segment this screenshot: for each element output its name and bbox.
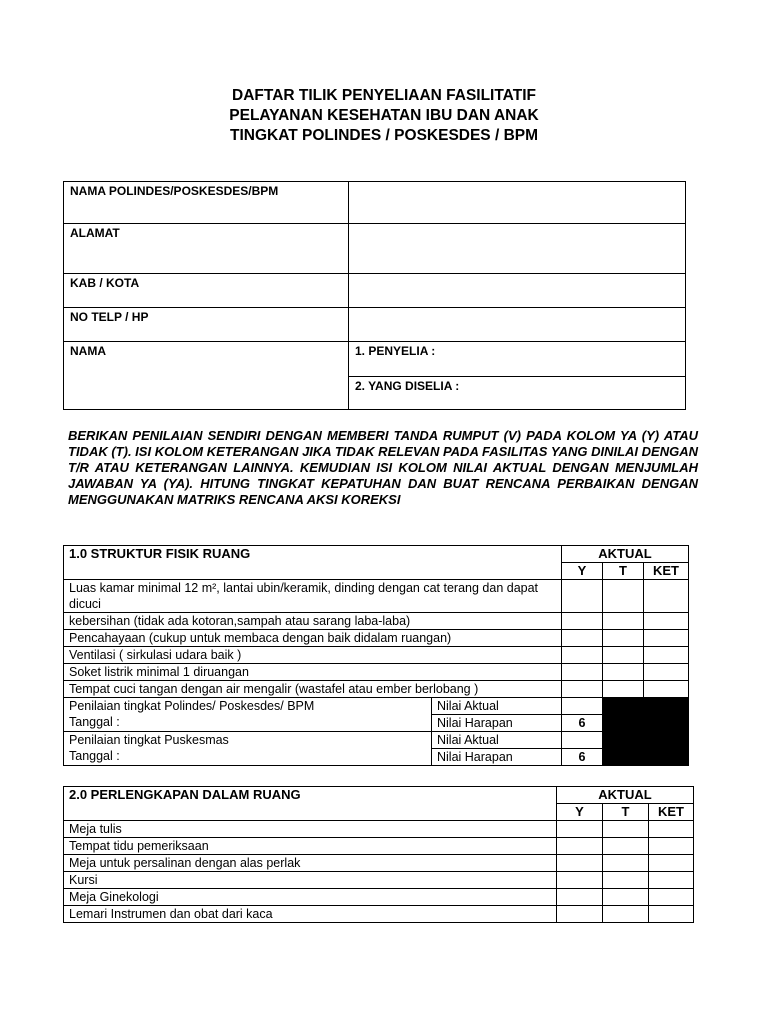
- col-ket-header: KET: [644, 563, 689, 580]
- check-y[interactable]: [557, 889, 603, 906]
- check-t[interactable]: [603, 821, 649, 838]
- nilai-harapan-label: Nilai Harapan: [432, 749, 562, 766]
- keterangan-cell[interactable]: [649, 855, 694, 872]
- keterangan-cell[interactable]: [649, 906, 694, 923]
- check-y[interactable]: [557, 872, 603, 889]
- check-y[interactable]: [562, 647, 603, 664]
- label-nama: NAMA: [64, 342, 349, 410]
- checklist-item: Tempat cuci tangan dengan air mengalir (wastafel atau ember berlobang ): [64, 681, 562, 698]
- section-1-title: 1.0 STRUKTUR FISIK RUANG: [64, 546, 562, 580]
- check-y[interactable]: [562, 664, 603, 681]
- check-y[interactable]: [562, 630, 603, 647]
- check-t[interactable]: [603, 906, 649, 923]
- section-2-title: 2.0 PERLENGKAPAN DALAM RUANG: [64, 787, 557, 821]
- check-y[interactable]: [557, 821, 603, 838]
- penilaian-puskesmas: [64, 732, 432, 766]
- label-no-telp: NO TELP / HP: [64, 308, 349, 342]
- check-t[interactable]: [603, 872, 649, 889]
- keterangan-cell[interactable]: [644, 664, 689, 681]
- field-kab-kota[interactable]: [349, 274, 686, 308]
- document-title: [0, 86, 768, 146]
- section-1-table: [63, 545, 689, 766]
- check-t[interactable]: [603, 838, 649, 855]
- col-t-header: T: [603, 563, 644, 580]
- col-t-header: T: [603, 804, 649, 821]
- checklist-item: Meja tulis: [64, 821, 557, 838]
- field-nama-fasilitas[interactable]: [349, 182, 686, 224]
- checklist-item: kebersihan (tidak ada kotoran,sampah atau sarang laba-laba): [64, 613, 562, 630]
- title-line-3: TINGKAT POLINDES / POSKESDES / BPM: [229, 127, 539, 144]
- check-t[interactable]: [603, 855, 649, 872]
- blocked-cell: [603, 698, 689, 732]
- checklist-item: Kursi: [64, 872, 557, 889]
- check-t[interactable]: [603, 664, 644, 681]
- field-no-telp[interactable]: [349, 308, 686, 342]
- check-y[interactable]: [557, 906, 603, 923]
- nilai-aktual-label: Nilai Aktual: [432, 732, 562, 749]
- check-y[interactable]: [557, 855, 603, 872]
- keterangan-cell[interactable]: [649, 838, 694, 855]
- field-yang-diselia[interactable]: 2. YANG DISELIA :: [349, 377, 686, 410]
- blocked-cell: [603, 732, 689, 766]
- label-alamat: ALAMAT: [64, 224, 349, 274]
- title-line-1: DAFTAR TILIK PENYELIAAN FASILITATIF: [232, 87, 536, 104]
- keterangan-cell[interactable]: [649, 821, 694, 838]
- col-ket-header: KET: [649, 804, 694, 821]
- tanggal-polindes: Tanggal :: [69, 715, 120, 729]
- checklist-item: Luas kamar minimal 12 m², lantai ubin/keramik, dinding dengan cat terang dan dapat dicuci: [64, 580, 562, 613]
- check-t[interactable]: [603, 647, 644, 664]
- instructions-text: BERIKAN PENILAIAN SENDIRI DENGAN MEMBERI TANDA RUMPUT (V) PADA KOLOM YA (Y) ATAU TIDAK (T). ISI KOLOM KETERANGAN JIKA TIDAK RELEVAN PADA FASILITAS YANG DINILAI DENGAN T/R ATAU KETERANGAN LAINNYA. KEMUDIAN ISI KOLOM NILAI AKTUAL DENGAN MENJUMLAH JAWABAN YA (YA). HITUNG TINGKAT KEPATUHAN DAN BUAT RENCANA PERBAIKAN DENGAN MENGGUNAKAN MATRIKS RENCANA AKSI KOREKSI: [68, 428, 698, 507]
- section-2-table: [63, 786, 694, 923]
- checklist-item: Lemari Instrumen dan obat dari kaca: [64, 906, 557, 923]
- penilaian-polindes-label: Penilaian tingkat Polindes/ Poskesdes/ BPM: [69, 699, 315, 713]
- col-y-header: Y: [557, 804, 603, 821]
- keterangan-cell[interactable]: [644, 647, 689, 664]
- title-line-2: PELAYANAN KESEHATAN IBU DAN ANAK: [229, 107, 539, 124]
- label-kab-kota: KAB / KOTA: [64, 274, 349, 308]
- keterangan-cell[interactable]: [644, 580, 689, 613]
- nilai-harapan-value: 6: [562, 749, 603, 766]
- nilai-harapan-value: 6: [562, 715, 603, 732]
- nilai-aktual-label: Nilai Aktual: [432, 698, 562, 715]
- penilaian-polindes: [64, 698, 432, 732]
- aktual-header: AKTUAL: [557, 787, 694, 804]
- keterangan-cell[interactable]: [649, 889, 694, 906]
- checklist-item: Pencahayaan (cukup untuk membaca dengan baik didalam ruangan): [64, 630, 562, 647]
- aktual-header: AKTUAL: [562, 546, 689, 563]
- tanggal-puskesmas: Tanggal :: [69, 749, 120, 763]
- checklist-item: Soket listrik minimal 1 diruangan: [64, 664, 562, 681]
- check-y[interactable]: [557, 838, 603, 855]
- check-t[interactable]: [603, 681, 644, 698]
- checklist-item: Meja Ginekologi: [64, 889, 557, 906]
- checklist-item: Meja untuk persalinan dengan alas perlak: [64, 855, 557, 872]
- check-t[interactable]: [603, 580, 644, 613]
- penilaian-puskesmas-label: Penilaian tingkat Puskesmas: [69, 733, 229, 747]
- nilai-aktual-value[interactable]: [562, 732, 603, 749]
- check-t[interactable]: [603, 613, 644, 630]
- label-nama-fasilitas: NAMA POLINDES/POSKESDES/BPM: [64, 182, 349, 224]
- check-y[interactable]: [562, 613, 603, 630]
- checklist-item: Tempat tidu pemeriksaan: [64, 838, 557, 855]
- nilai-aktual-value[interactable]: [562, 698, 603, 715]
- check-t[interactable]: [603, 630, 644, 647]
- checklist-item: Ventilasi ( sirkulasi udara baik ): [64, 647, 562, 664]
- check-t[interactable]: [603, 889, 649, 906]
- keterangan-cell[interactable]: [649, 872, 694, 889]
- keterangan-cell[interactable]: [644, 630, 689, 647]
- keterangan-cell[interactable]: [644, 613, 689, 630]
- identity-table: [63, 181, 686, 410]
- field-penyelia[interactable]: 1. PENYELIA :: [349, 342, 686, 377]
- nilai-harapan-label: Nilai Harapan: [432, 715, 562, 732]
- check-y[interactable]: [562, 580, 603, 613]
- field-alamat[interactable]: [349, 224, 686, 274]
- keterangan-cell[interactable]: [644, 681, 689, 698]
- col-y-header: Y: [562, 563, 603, 580]
- check-y[interactable]: [562, 681, 603, 698]
